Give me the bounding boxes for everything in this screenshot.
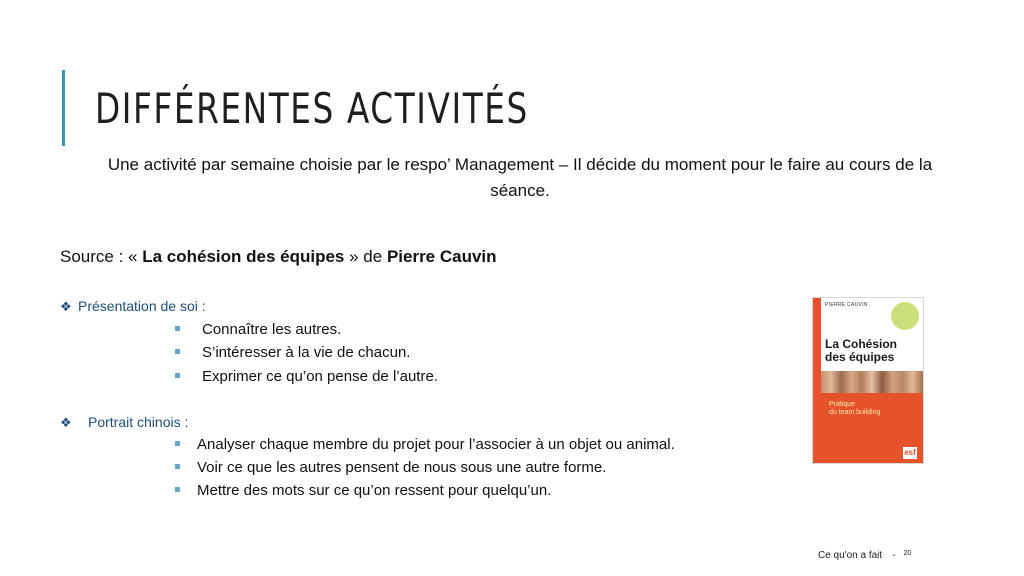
list-item bbox=[175, 321, 341, 338]
list-item bbox=[175, 368, 438, 385]
book-cover-title-line: des équipes bbox=[825, 350, 895, 364]
book-cover-author: PIERRE CAUVIN bbox=[825, 302, 868, 308]
book-cover-title-line: La Cohésion bbox=[825, 337, 898, 351]
square-bullet-icon bbox=[175, 326, 180, 331]
list-item bbox=[175, 459, 606, 476]
source-author: Pierre Cauvin bbox=[386, 247, 497, 266]
section-heading-portrait bbox=[60, 414, 188, 431]
source-middle: » de bbox=[344, 247, 387, 266]
slide-footer bbox=[818, 550, 911, 561]
square-bullet-icon bbox=[175, 487, 180, 492]
square-bullet-icon bbox=[175, 441, 180, 446]
book-sticker-badge bbox=[891, 302, 919, 330]
title-accent-bar bbox=[62, 70, 65, 146]
section-heading-label: Présentation de soi : bbox=[78, 298, 206, 314]
book-cover-title bbox=[825, 338, 897, 364]
section-heading-presentation bbox=[60, 298, 206, 315]
list-item-text: S’intéresser à la vie de chacun. bbox=[202, 344, 411, 361]
book-cover-photo-strip bbox=[821, 371, 923, 393]
list-item bbox=[175, 344, 410, 361]
book-cover-subtitle-line: Pratique bbox=[829, 401, 856, 408]
list-item-text: Analyser chaque membre du projet pour l’associer à un objet ou animal. bbox=[197, 436, 675, 453]
section-heading-label: Portrait chinois : bbox=[88, 414, 189, 430]
list-item-text: Voir ce que les autres pensent de nous sous une autre forme. bbox=[197, 459, 607, 476]
list-item-text: Mettre des mots sur ce qu’on ressent pour quelqu’un. bbox=[197, 482, 552, 499]
publisher-logo-icon: esf bbox=[904, 448, 916, 457]
diamond-bullet-icon: ❖ bbox=[60, 299, 72, 314]
source-line bbox=[60, 247, 497, 267]
diamond-bullet-icon: ❖ bbox=[60, 415, 72, 430]
source-prefix: Source : « bbox=[60, 247, 143, 266]
footer-text: Ce qu'on a fait bbox=[818, 550, 883, 561]
intro-text: Une activité par semaine choisie par le respo’ Management – Il décide du moment pour le faire au cours de la séance. bbox=[107, 155, 933, 200]
footer-separator: - bbox=[892, 550, 896, 561]
list-item bbox=[175, 482, 551, 499]
list-item-text: Exprimer ce qu’on pense de l’autre. bbox=[202, 368, 438, 385]
list-item bbox=[175, 436, 675, 453]
book-cover-subtitle-line: du team building bbox=[829, 409, 881, 416]
square-bullet-icon bbox=[175, 349, 180, 354]
list-item-text: Connaître les autres. bbox=[202, 321, 342, 338]
book-cover-image bbox=[812, 297, 924, 464]
book-spine bbox=[813, 298, 821, 463]
square-bullet-icon bbox=[175, 373, 180, 378]
book-cover-subtitle bbox=[829, 401, 880, 417]
page-number: 20 bbox=[903, 550, 912, 557]
slide-title: DIFFÉRENTES ACTIVITÉS bbox=[95, 84, 529, 133]
square-bullet-icon bbox=[175, 464, 180, 469]
source-book-title: La cohésion des équipes bbox=[142, 247, 345, 266]
